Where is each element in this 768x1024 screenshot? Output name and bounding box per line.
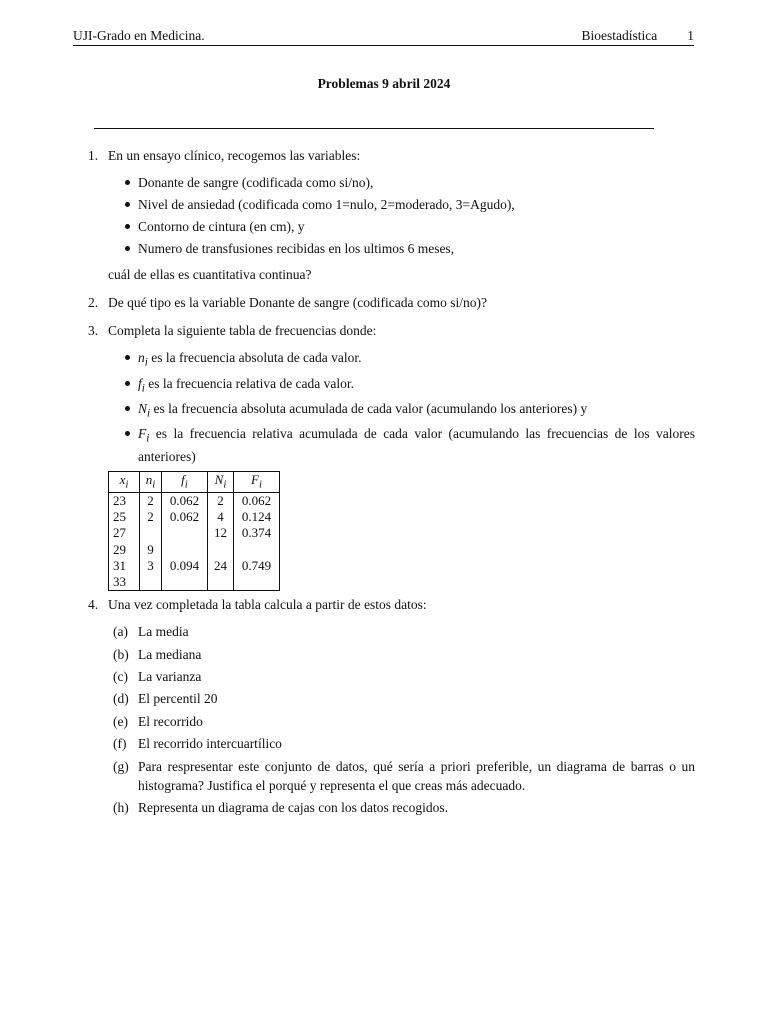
title-rule (94, 128, 654, 129)
table-cell (208, 542, 234, 558)
question-number: 4. (88, 597, 99, 613)
table-row (109, 558, 280, 574)
frequency-table (108, 471, 280, 592)
list-item: Donante de sangre (codificada como si/no), (138, 174, 695, 193)
table-cell: 27 (109, 525, 140, 541)
page-header (73, 27, 694, 46)
col-header-xi: $x_i$ (109, 471, 140, 492)
table-cell (234, 542, 280, 558)
table-cell (234, 574, 280, 591)
list-item: $F_i$ es la frecuencia relativa acumulada de cada valor (acumulando las frecuencias de los valores anteriores) (138, 425, 695, 466)
table-cell (140, 574, 162, 591)
table-cell: 25 (109, 509, 140, 525)
document-body (88, 147, 695, 821)
table-cell: 33 (109, 574, 140, 591)
list-item: (f) El recorrido intercuartílico (113, 736, 282, 752)
variable-list (108, 174, 695, 259)
question-number: 1. (88, 148, 99, 163)
table-cell (162, 574, 208, 591)
question-intro: Completa la siguiente tabla de frecuencias donde: (108, 323, 377, 339)
list-item: (h) Representa un diagrama de cajas con los datos recogidos. (113, 799, 449, 815)
table-row (109, 492, 280, 509)
table-header-row (109, 471, 280, 492)
table-cell: 4 (208, 509, 234, 525)
table-cell (162, 542, 208, 558)
table-cell: 0.062 (162, 492, 208, 509)
list-item: Contorno de cintura (en cm), y (138, 218, 695, 237)
table-row (109, 509, 280, 525)
bullet-icon (125, 355, 130, 360)
col-header-Fi: $F_i$ (234, 471, 280, 492)
bullet-icon (125, 202, 130, 207)
table-cell: 9 (140, 542, 162, 558)
bullet-icon (125, 224, 130, 229)
table-cell (162, 525, 208, 541)
list-item: (a) La media (113, 624, 189, 640)
question-4 (88, 596, 695, 817)
table-cell: 23 (109, 492, 140, 509)
document-title: Problemas 9 abril 2024 (317, 76, 451, 91)
list-item: (c) La varianza (113, 669, 202, 685)
table-cell: 3 (140, 558, 162, 574)
header-right (582, 27, 694, 46)
question-number: 2. (88, 295, 99, 311)
definition-list (108, 349, 695, 467)
question-intro: Una vez completada la tabla calcula a partir de estos datos: (108, 597, 427, 613)
list-item: $N_i$ es la frecuencia absoluta acumulada de cada valor (acumulando los anteriores) y (138, 400, 695, 422)
table-cell: 31 (109, 558, 140, 574)
table-cell: 0.094 (162, 558, 208, 574)
list-item: (b) La mediana (113, 646, 202, 662)
page-number: 1 (687, 28, 694, 43)
col-header-Ni: $N_i$ (208, 471, 234, 492)
table-cell: 0.374 (234, 525, 280, 541)
table-cell: 12 (208, 525, 234, 541)
bullet-icon (125, 431, 130, 436)
question-intro: En un ensayo clínico, recogemos las variables: (108, 148, 361, 163)
list-item: Numero de transfusiones recibidas en los ultimos 6 meses, (138, 240, 695, 259)
question-2 (88, 294, 695, 313)
header-institution: UJI-Grado en Medicina. (73, 28, 205, 43)
list-item: (g) Para respresentar este conjunto de datos, qué sería a priori preferible, un diagrama de barras o un histograma? Justifica el porqué y representa el que creas más adecuado. (113, 758, 695, 793)
question-1 (88, 147, 695, 285)
table-cell: 0.062 (234, 492, 280, 509)
list-item: $f_i$ es la frecuencia relativa de cada valor. (138, 375, 695, 397)
list-item: $n_i$ es la frecuencia absoluta de cada valor. (138, 349, 695, 371)
task-list (108, 623, 695, 818)
col-header-ni: $n_i$ (140, 471, 162, 492)
col-header-fi: $f_i$ (162, 471, 208, 492)
header-course: Bioestadística (581, 28, 658, 43)
table-cell: 2 (208, 492, 234, 509)
table-cell: 0.124 (234, 509, 280, 525)
question-number: 3. (88, 323, 99, 339)
table-cell (140, 525, 162, 541)
list-item: Nivel de ansiedad (codificada como 1=nulo, 2=moderado, 3=Agudo), (138, 196, 695, 215)
list-item: (d) El percentil 20 (113, 691, 218, 707)
table-cell: 29 (109, 542, 140, 558)
bullet-icon (125, 180, 130, 185)
question-text: De qué tipo es la variable Donante de sangre (codificada como si/no)? (108, 295, 487, 311)
bullet-icon (125, 246, 130, 251)
table-cell (208, 574, 234, 591)
list-item: (e) El recorrido (113, 713, 203, 729)
question-text: cuál de ellas es cuantitativa continua? (108, 267, 312, 283)
table-cell: 2 (140, 492, 162, 509)
table-cell: 2 (140, 509, 162, 525)
bullet-icon (125, 381, 130, 386)
table-cell: 0.749 (234, 558, 280, 574)
table-row (109, 525, 280, 541)
table-cell: 24 (208, 558, 234, 574)
table-row (109, 542, 280, 558)
question-3 (88, 322, 695, 591)
bullet-icon (125, 406, 130, 411)
table-row (109, 574, 280, 591)
table-cell: 0.062 (162, 509, 208, 525)
